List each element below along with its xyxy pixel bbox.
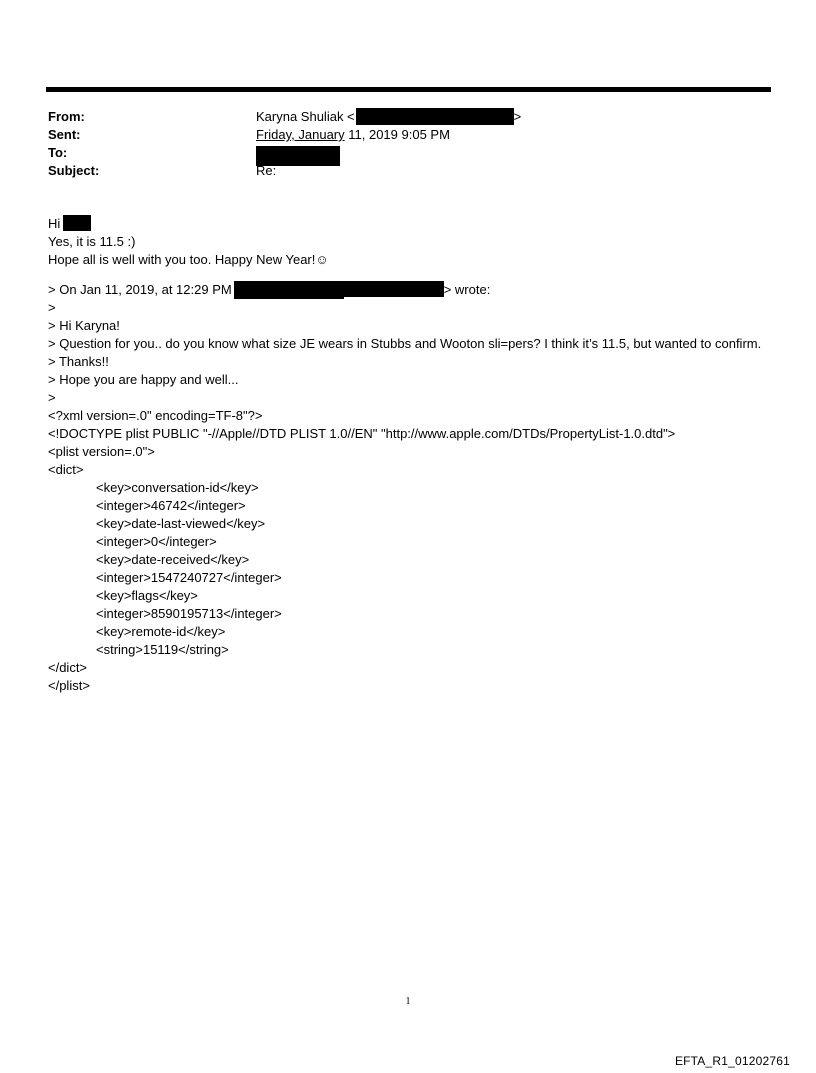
quoted-line: > Question for you.. do you know what size JE wears in Stubbs and Wooton sli=pers? I think it’s 11.5, but wanted to confirm. xyxy=(48,336,762,351)
quote-intro-text: > On Jan 11, 2019, at 12:29 PM xyxy=(48,282,232,297)
quote-intro-wrote: > wrote: xyxy=(443,282,491,297)
to-row xyxy=(48,144,748,162)
quoted-line: > Hi Karyna! xyxy=(48,318,120,333)
page-number: 1 xyxy=(405,996,411,1007)
xml-line: <integer>8590195713</integer> xyxy=(96,606,282,621)
subject-label: Subject: xyxy=(48,163,100,178)
redacted-sender-email xyxy=(344,281,444,297)
subject-row xyxy=(48,162,748,180)
redacted-email xyxy=(356,108,514,125)
xml-line: <key>date-received</key> xyxy=(96,552,250,567)
sent-date-rest: 11, 2019 9:05 PM xyxy=(344,127,450,142)
xml-line: <key>flags</key> xyxy=(96,588,198,603)
sent-label: Sent: xyxy=(48,127,81,142)
email-body xyxy=(48,215,768,695)
sent-value xyxy=(256,126,450,144)
body-line: Yes, it is 11.5 :) xyxy=(48,234,136,249)
xml-line: <key>conversation-id</key> xyxy=(96,480,259,495)
xml-line: <key>date-last-viewed</key> xyxy=(96,516,266,531)
xml-line: <!DOCTYPE plist PUBLIC "-//Apple//DTD PLIST 1.0//EN" "http://www.apple.com/DTDs/PropertyList-1.0.dtd"> xyxy=(48,426,676,441)
xml-line: <string>15119</string> xyxy=(96,642,229,657)
quoted-line: > xyxy=(48,390,56,405)
sent-row xyxy=(48,126,748,144)
bates-number: EFTA_R1_01202761 xyxy=(674,1054,790,1068)
from-label: From: xyxy=(48,109,85,124)
greeting: Hi xyxy=(48,216,61,231)
sent-date-underlined: Friday, January xyxy=(256,127,345,142)
quoted-line: > Thanks!! xyxy=(48,354,109,369)
email-header xyxy=(48,108,748,180)
xml-line: <dict> xyxy=(48,462,84,477)
greeting-line xyxy=(48,215,768,233)
subject-value: Re: xyxy=(256,163,277,178)
xml-line: <key>remote-id</key> xyxy=(96,624,226,639)
header-rule xyxy=(46,87,771,92)
xml-line: <?xml version=.0" encoding=TF-8"?> xyxy=(48,408,263,423)
from-row xyxy=(48,108,748,126)
redacted-sender-name xyxy=(234,281,344,299)
from-value xyxy=(256,108,521,126)
quoted-line: > xyxy=(48,300,56,315)
quote-intro xyxy=(48,281,768,299)
xml-line: <plist version=.0"> xyxy=(48,444,155,459)
to-label: To: xyxy=(48,145,68,160)
from-name: Karyna Shuliak < xyxy=(256,109,355,124)
xml-line: </dict> xyxy=(48,660,88,675)
quoted-line: > Hope you are happy and well... xyxy=(48,372,239,387)
xml-line: <integer>0</integer> xyxy=(96,534,217,549)
body-line: Hope all is well with you too. Happy New Year!☺ xyxy=(48,252,329,267)
from-close: > xyxy=(513,109,522,124)
xml-line: <integer>46742</integer> xyxy=(96,498,246,513)
xml-line: </plist> xyxy=(48,678,90,693)
redacted-name xyxy=(63,215,91,231)
xml-line: <integer>1547240727</integer> xyxy=(96,570,282,585)
